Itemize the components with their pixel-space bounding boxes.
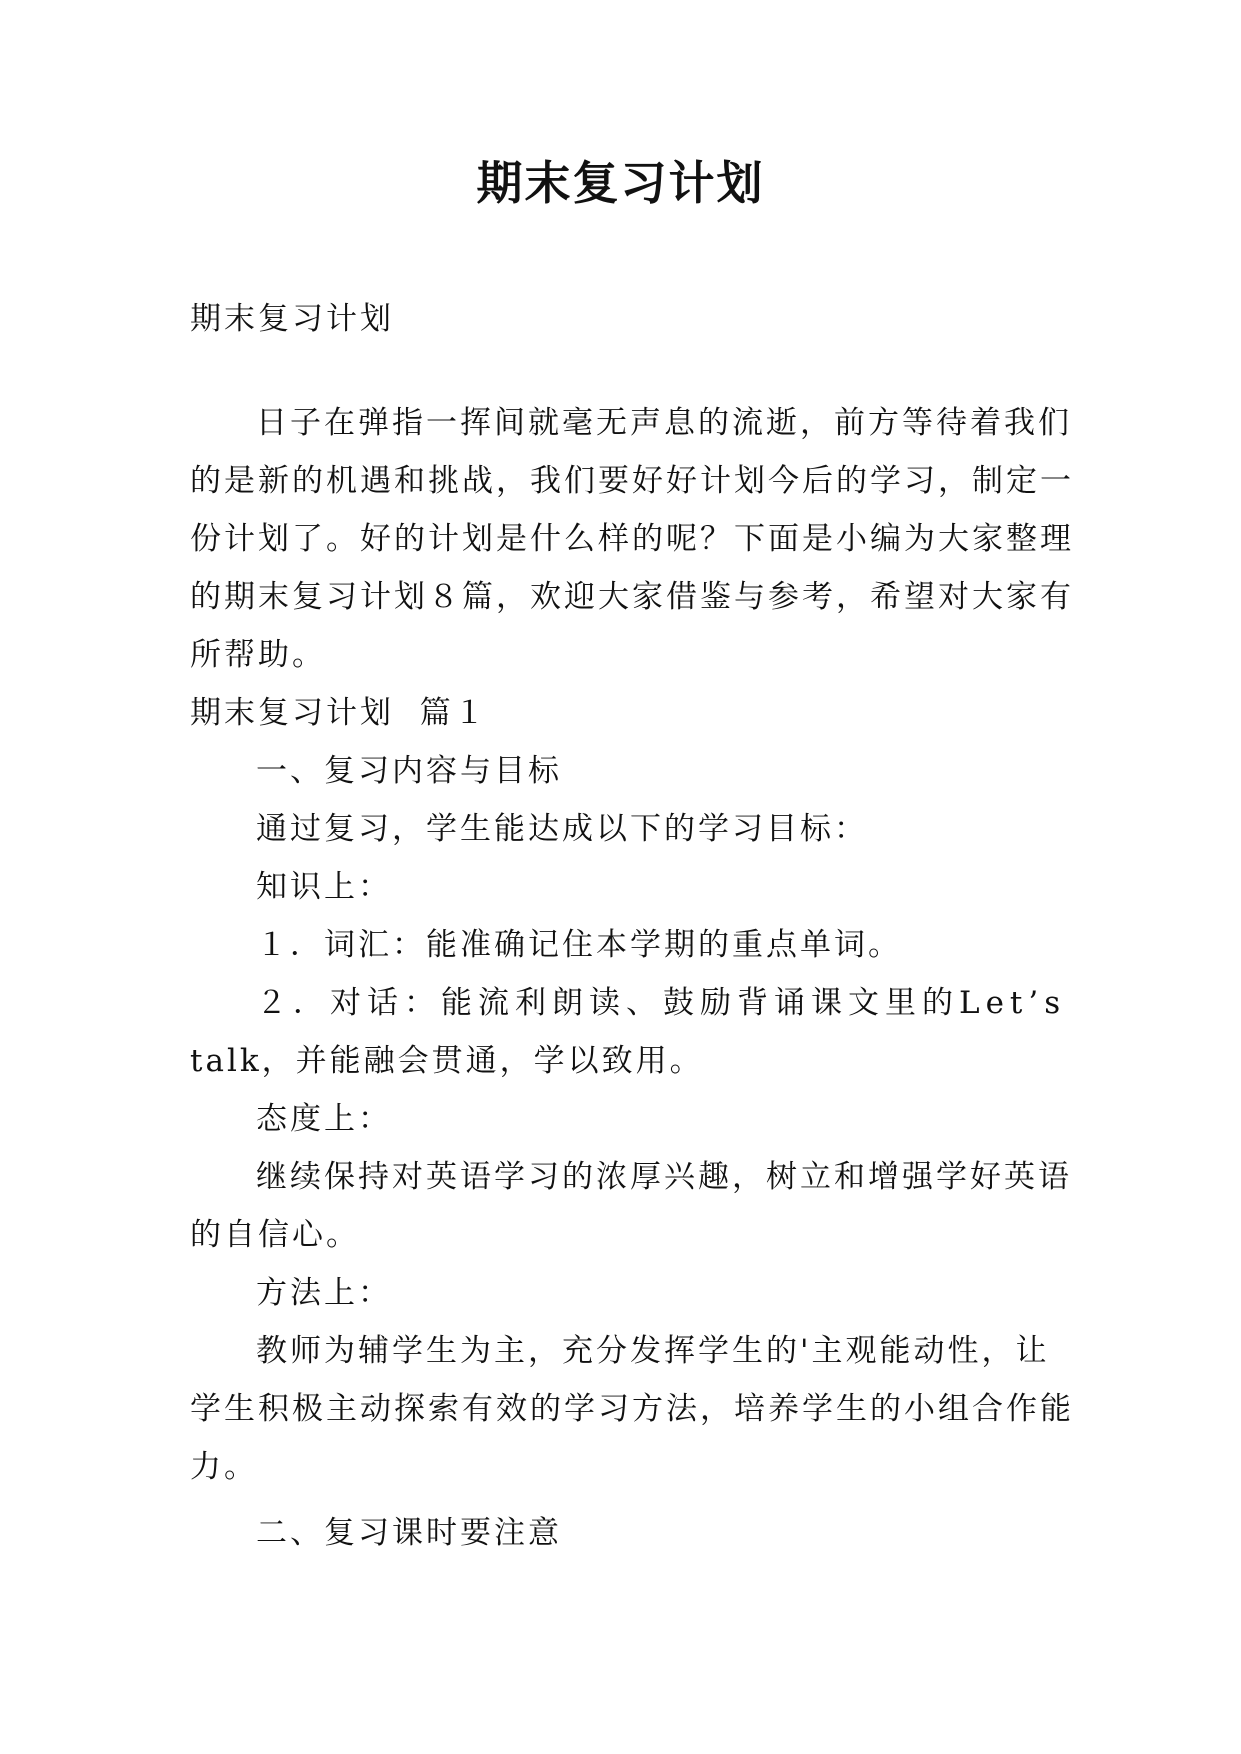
method-line-3: 力。	[190, 1449, 258, 1485]
intro-line: 份计划了。好的计划是什么样的呢？下面是小编为大家整理	[190, 521, 1074, 557]
attitude-line-2: 的自信心。	[190, 1217, 360, 1253]
list-item-1: １．词汇：能准确记住本学期的重点单词。	[256, 927, 902, 963]
section-1-heading: 一、复习内容与目标	[256, 753, 562, 789]
method-line-2: 学生积极主动探索有效的学习方法，培养学生的小组合作能	[190, 1391, 1074, 1427]
intro-line: 的是新的机遇和挑战，我们要好好计划今后的学习，制定一	[190, 463, 1074, 499]
attitude-line-1: 继续保持对英语学习的浓厚兴趣，树立和增强学好英语	[256, 1159, 1072, 1195]
intro-line: 日子在弹指一挥间就毫无声息的流逝，前方等待着我们	[256, 405, 1072, 441]
knowledge-label: 知识上：	[256, 869, 392, 905]
section-heading: 期末复习计划 篇１	[190, 695, 488, 731]
goal-intro: 通过复习，学生能达成以下的学习目标：	[256, 811, 868, 847]
document-subtitle: 期末复习计划	[190, 301, 394, 337]
method-line-1: 教师为辅学生为主，充分发挥学生的'主观能动性，让	[256, 1333, 1050, 1369]
intro-line: 所帮助。	[190, 637, 326, 673]
document-body	[190, 290, 1074, 1562]
attitude-label: 态度上：	[256, 1101, 392, 1137]
intro-paragraph	[190, 394, 1074, 684]
section-2-heading: 二、复习课时要注意	[256, 1515, 562, 1551]
method-label: 方法上：	[256, 1275, 392, 1311]
list-item-2-line-2: talk，并能融会贯通，学以致用。	[190, 1043, 704, 1079]
list-item-2-line-1: ２．对话：能流利朗读、鼓励背诵课文里的Let’s	[256, 985, 1067, 1021]
intro-line: 的期末复习计划８篇，欢迎大家借鉴与参考，希望对大家有	[190, 579, 1074, 615]
document-title: 期末复习计划	[476, 156, 765, 210]
